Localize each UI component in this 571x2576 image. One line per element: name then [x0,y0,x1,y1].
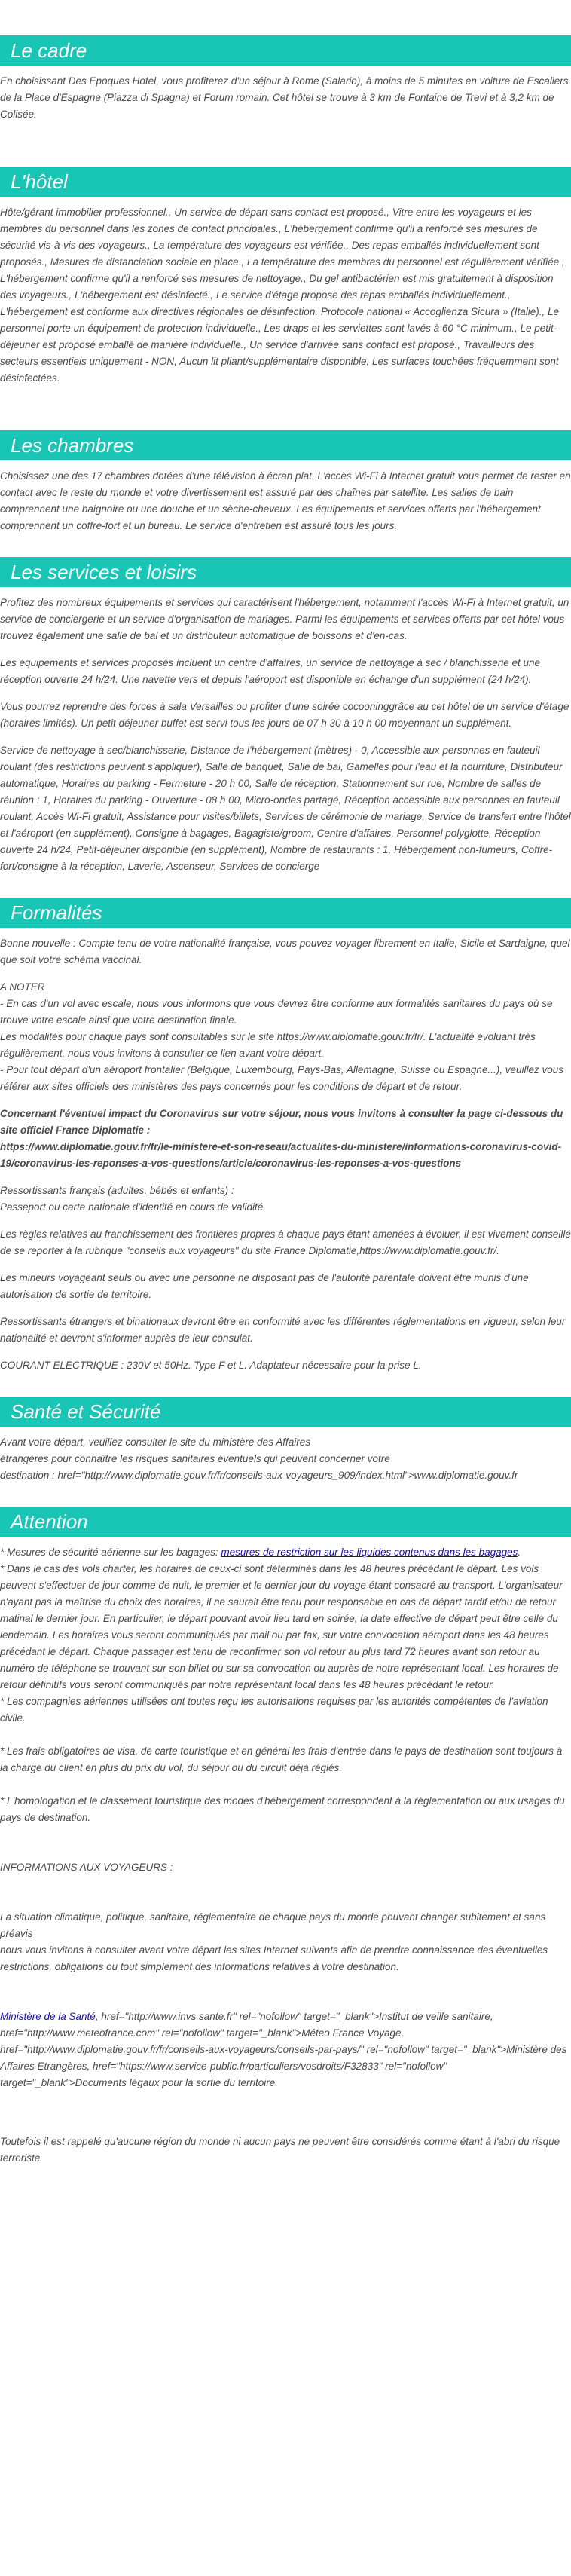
section-sante [0,1397,571,1484]
section-title-sante: Santé et Sécurité [0,1397,571,1427]
formalites-etrangers [0,1314,571,1347]
spacer [0,732,571,742]
attention-frais: * Les frais obligatoires de visa, de carte touristique et en général les frais d'entrée dans le pays de destination sont toujours à la charge du client en plus du prix du vol, du séjour ou du circuit déjà réglés. [0,1745,563,1773]
section-formalites [0,898,571,1374]
sites-text: , href="http://www.invs.sante.fr" rel="nofollow" target="_blank">Institut de veille sanitaire, href="http://www.meteofrance.com" rel="nofollow" target="_blank">Méteo France Voyage, href="http://www.diplomatie.gouv.fr/fr/conseils-aux-voyageurs/conseils-par-pays/" rel="nofollow" target="_blank">Ministère des Affaires Etrangères, href="https://www.service-public.fr/particuliers/vosdroits/F32833" rel="nofollow" target="_blank">Documents légaux pour la sortie du territoire. [0,2011,567,2088]
spacer [0,1172,571,1182]
ressortissants-text: Passeport ou carte nationale d'identité en cours de validité. [0,1201,267,1213]
spacer [0,875,571,898]
section-hotel [0,167,571,387]
spacer [0,387,571,430]
section-title-hotel: L'hôtel [0,167,571,197]
spacer [0,1975,571,2008]
section-attention [0,1507,571,2167]
spacer [0,1347,571,1357]
services-text-3: Vous pourrez reprendre des forces à sala Versailles ou profiter d'une soirée cocooninggrâce au cet hôtel de un service d'étage (horaires limités). Un petit déjeuner buffet est servi tous les jours de 07 h 30 à 10 h 00 moyennant un supplément. [0,701,569,729]
chambres-text: Choisissez une des 17 chambres dotées d'une télévision à écran plat. L'accès Wi-Fi à Internet gratuit vous permet de rester en contact avec le reste du monde et votre divertissement est assuré par des chaînes par satellite. Les salles de bain comprennent une baignoire ou une douche et un sèche-cheveux. Les équipements et services offerts par l'hébergement comprennent un coffre-fort et un bureau. Le service d'entretien est assuré tous les jours. [0,470,571,531]
formalites-coronavirus: Concernant l'éventuel impact du Coronavirus sur votre séjour, nous vous invitons à consulter la page ci-dessous du site officiel France Diplomatie : https://www.diplomatie.gouv.fr/fr/le-ministere-et-son-reseau/actualites-du-ministere/informations-coronavirus-covid-19/coronavirus-les-reponses-a-vos-questions/article/coronavirus-les-reponses-a-vos-questions [0,1108,563,1169]
spacer [0,1776,571,1793]
ministere-sante-link[interactable]: Ministère de la Santé [0,2011,96,2022]
spacer [0,1826,571,1859]
services-text-1: Profitez des nombreux équipements et services qui caractérisent l'hébergement, notamment l'accès Wi-Fi à Internet gratuit, un service de conciergerie et un service d'organisation de mariages. Parmi les équipements et services offerts par cet hôtel vous trouvez également une salle de bal et un distributeur automatique de boissons et d'en-cas. [0,597,569,641]
formalites-regles: Les règles relatives au franchissement des frontières propres à chaque pays étant amenées à évoluer, il est vivement conseillé de se reporter à la rubrique "conseils aux voyageurs" du site France Diplomatie,https://www.diplomatie.gouv.fr/. [0,1228,571,1256]
spacer [0,1484,571,1507]
spacer [0,123,571,167]
top-spacer [0,0,571,35]
attention-informations-heading: INFORMATIONS AUX VOYAGEURS : [0,1862,173,1873]
spacer [0,1259,571,1270]
section-title-services: Les services et loisirs [0,557,571,587]
spacer [0,2091,571,2134]
section-title-attention: Attention [0,1507,571,1537]
bagages-prefix: * Mesures de sécurité aérienne sur les bagages: [0,1547,221,1558]
attention-bagages [0,1544,571,1561]
etrangers-text: devront être en conformité avec les différentes réglementations en vigueur, selon leur nationalité et devront s'informer auprès de leur consulat. [0,1316,566,1344]
attention-situation: La situation climatique, politique, sanitaire, réglementaire de chaque pays du monde pouvant changer subitement et sans préavis nous vous invitons à consulter avant votre départ les sites Internet suivants afin de prendre connaissance des éventuelles restrictions, obligations ou tout simplement des informations relatives à votre destination. [0,1911,548,1972]
formalites-courant: COURANT ELECTRIQUE : 230V et 50Hz. Type F et L. Adaptateur nécessaire pour la prise L. [0,1360,422,1371]
sante-text: Avant votre départ, veuillez consulter le site du ministère des Affaires étrangères pour connaître les risques sanitaires éventuels qui peuvent concerner votre destination : href="http://www.diplomatie.gouv.fr/fr/conseils-aux-voyageurs_909/index.html">www.diplomatie.gouv.fr [0,1436,518,1481]
ressortissants-heading: Ressortissants français (adultes, bébés et enfants) : [0,1185,234,1196]
bagages-suffix: . [518,1547,521,1558]
services-text-2: Les équipements et services proposés incluent un centre d'affaires, un service de nettoyage à sec / blanchisserie et une réception ouverte 24 h/24. Une navette vers et depuis l'aéroport est disponible en échange d'un supplément (24 h/24). [0,657,540,685]
formalites-ressortissants [0,1182,571,1216]
services-text-4: Service de nettoyage à sec/blanchisserie, Distance de l'hébergement (mètres) - 0, Accessible aux personnes en fauteuil roulant (des restrictions peuvent s'appliquer), Salle de banquet, Salle de bal, Gamelles pour l'eau et la nourriture, Distributeur automatique, Horaires du parking - Fermeture - 20 h 00, Salle de réception, Stationnement sur rue, Nombre de salles de réunion : 1, Horaires du parking - Ouverture - 08 h 00, Micro-ondes partagé, Réception accessible aux personnes en fauteuil roulant, Accès Wi-Fi gratuit, Assistance pour visites/billets, Services de cérémonie de mariage, Service de transfert entre l'hôtel et l'aéroport (en supplément), Consigne à bagages, Bagagiste/groom, Centre d'affaires, Personnel polyglotte, Réception ouverte 24 h/24, Petit-déjeuner disponible (en supplément), Nombre de restaurants : 1, Hébergement non-fumeurs, Coffre-fort/consigne à la réception, Laverie, Ascenseur, Services de concierge [0,745,571,872]
spacer [0,688,571,699]
section-chambres [0,430,571,534]
section-cadre [0,35,571,123]
cadre-text: En choisissant Des Epoques Hotel, vous profiterez d'un séjour à Rome (Salario), à moins de 5 minutes en voiture de Escaliers de la Place d'Espagne (Piazza di Spagna) et Forum romain. Cet hôtel se trouve à 3 km de Fontaine de Trevi et à 3,2 km de Colisée. [0,75,569,120]
formalites-mineurs: Les mineurs voyageant seuls ou avec une personne ne disposant pas de l'autorité parentale doivent être munis d'une autorisation de sortie de territoire. [0,1272,529,1300]
attention-compagnies: * Les compagnies aériennes utilisées ont toutes reçu les autorisations requises par les autorités compétentes de l'aviation civile. [0,1696,548,1724]
spacer [0,1727,571,1743]
attention-charter: * Dans le cas des vols charter, les horaires de ceux-ci sont déterminés dans les 48 heures précédant le départ. Les vols peuvent s'effectuer de jour comme de nuit, le premier et le dernier jour du voyage étant consacré au transport. L'organisateur n'ayant pas la maîtrise du choix des horaires, il ne saurait être tenu pour responsable en cas de départ tardif et/ou de retour matinal le dernier jour. En particulier, le départ pouvant avoir lieu tard en soirée, la date effective de départ peut être celle du lendemain. Les horaires vous seront communiqués par mail ou par fax, sur votre convocation aéroport dans les 48 heures précédant le départ. Chaque passager est tenu de reconfirmer son vol retour au plus tard 72 heures avant son retour au numéro de téléphone se trouvant sur son billet ou sur sa convocation ou auprès de notre représentant local. Les horaires de retour définitifs vous seront communiqués par notre représentant local dans les 48 heures précédant le retour. [0,1563,563,1690]
section-title-formalites: Formalités [0,898,571,928]
spacer [0,1216,571,1226]
attention-sites [0,2008,571,2091]
spacer [0,534,571,557]
spacer [0,644,571,655]
section-services [0,557,571,875]
etrangers-heading: Ressortissants étrangers et binationaux [0,1316,179,1327]
spacer [0,968,571,979]
spacer [0,1095,571,1106]
section-title-cadre: Le cadre [0,35,571,66]
formalites-note: A NOTER - En cas d'un vol avec escale, nous vous informons que vous devrez être conforme aux formalités sanitaires du pays où se trouve votre escale ainsi que votre destination finale. Les modalités pour chaque pays sont consultables sur le site https://www.diplomatie.gouv.fr/fr/. L'actualité évoluant très régulièrement, nous vous invitons à consulter ce lien avant votre départ. - Pour tout départ d'un aéroport frontalier (Belgique, Luxembourg, Pays-Bas, Allemagne, Suisse ou Espagne...), veuillez vous référer aux sites officiels des ministères des pays concernés pour les conditions de départ et de retour. [0,981,563,1092]
spacer [0,1876,571,1909]
spacer [0,1303,571,1314]
hotel-text: Hôte/gérant immobilier professionnel., Un service de départ sans contact est proposé., Vitre entre les voyageurs et les membres du personnel dans les zones de contact principales., L'hébergement confirme qu'il a renforcé ses mesures de sécurité vis-à-vis des voyageurs., La température des voyageurs est vérifiée., Des repas emballés individuellement sont proposés., Mesures de distanciation sociale en place., La température des membres du personnel est régulièrement vérifiée., L'hébergement confirme qu'il a renforcé ses mesures de nettoyage., Du gel antibactérien est mis gratuitement à disposition des voyageurs., L'hébergement est désinfecté., Le service d'étage propose des repas emballés individuellement., L'hébergement est conforme aux directives régionales de désinfection. Protocole national « Accoglienza Sicura » (Italie)., Le personnel porte un équipement de protection individuelle., Les draps et les serviettes sont lavés à 60 °C minimum., Le petit-déjeuner est proposé emballé de manière individuelle., Un service d'arrivée sans contact est proposé., Travailleurs des secteurs essentiels uniquement - NON, Aucun lit pliant/supplémentaire disponible, Les surfaces touchées fréquemment sont désinfectées. [0,207,565,384]
spacer [0,1374,571,1397]
formalites-text-1: Bonne nouvelle : Compte tenu de votre nationalité française, vous pouvez voyager librement en Italie, Sicile et Sardaigne, quel que soit votre schéma vaccinal. [0,938,570,965]
liquides-restriction-link[interactable]: mesures de restriction sur les liquides contenus dans les bagages [221,1547,518,1558]
section-title-chambres: Les chambres [0,430,571,460]
attention-terrorisme: Toutefois il est rappelé qu'aucune région du monde ni aucun pays ne peuvent être considérés comme étant à l'abri du risque terroriste. [0,2136,560,2164]
attention-homologation: * L'homologation et le classement touristique des modes d'hébergement correspondent à la réglementation ou aux usages du pays de destination. [0,1795,565,1823]
